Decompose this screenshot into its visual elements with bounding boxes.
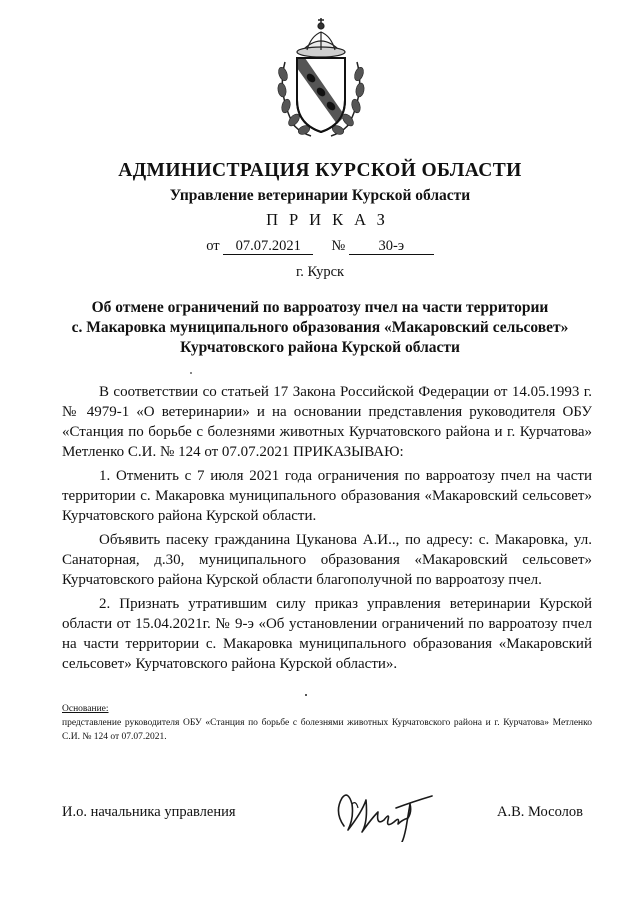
item-1-extra-paragraph: Объявить пасеку гражданина Цуканова А.И.., по адресу: с. Макаровка, ул. Санаторная, д.30, муниципального образования «Макаровский сельсовет» Курчатовского района Курской области благополучной по варроатозу пчел. — [62, 532, 592, 588]
basis-text: представление руководителя ОБУ «Станция по борьбе с болезнями животных Курчатовского района и г. Курчатова» Метленко С.И. № 124 от 07.07.2021. — [62, 718, 592, 742]
document-type: ПРИКАЗ — [266, 210, 396, 229]
signatory-position: И.о. начальника управления — [62, 804, 236, 820]
preamble-paragraph: В соответствии со статьей 17 Закона Российской Федерации от 14.05.1993 г. № 4979-1 «О ветеринарии» и на основании представления руководителя ОБУ «Станция по борьбе с болезнями животных Курчатовского района и г. Курчатова» Метленко С.И. № 124 от 07.07.2021 ПРИКАЗЫВАЮ: — [62, 384, 592, 460]
order-body — [62, 382, 592, 678]
title-line-1: Об отмене ограничений по варроатозу пчел на части территории — [91, 299, 549, 316]
basis-block — [62, 702, 592, 744]
date-number-line — [0, 238, 640, 255]
order-number: 30-э — [349, 239, 434, 255]
scan-speck — [305, 694, 307, 696]
title-line-2: с. Макаровка муниципального образования «Макаровский сельсовет» — [71, 319, 569, 336]
department-heading: Управление ветеринарии Курской области — [169, 187, 471, 204]
signatory-name: А.В. Мосолов — [497, 804, 583, 820]
coat-of-arms-icon — [271, 12, 371, 142]
item-1-paragraph: 1. Отменить с 7 июля 2021 года ограничения по варроатозу пчел на части территории с. Макаровка муниципального образования «Макаровский сельсовет» Курчатовского района Курской области. — [62, 468, 592, 524]
order-date: 07.07.2021 — [223, 239, 313, 255]
basis-label: Основание: — [62, 704, 109, 714]
city: г. Курск — [295, 264, 345, 280]
number-prefix: № — [331, 238, 346, 254]
title-line-3: Курчатовского района Курской области — [180, 339, 460, 356]
order-title — [60, 298, 580, 358]
handwritten-signature-icon — [332, 782, 444, 842]
date-prefix: от — [206, 238, 220, 254]
item-2-paragraph: 2. Признать утратившим силу приказ управления ветеринарии Курской области от 15.04.2021г. № 9-э «Об установлении ограничений по варроатозу пчел на части территории с. Макаровка муниципального образования «Макаровский сельсовет» Курчатовского района Курской области». — [62, 596, 592, 672]
organization-heading: АДМИНИСТРАЦИЯ КУРСКОЙ ОБЛАСТИ — [118, 160, 522, 181]
scan-speck — [190, 372, 192, 374]
